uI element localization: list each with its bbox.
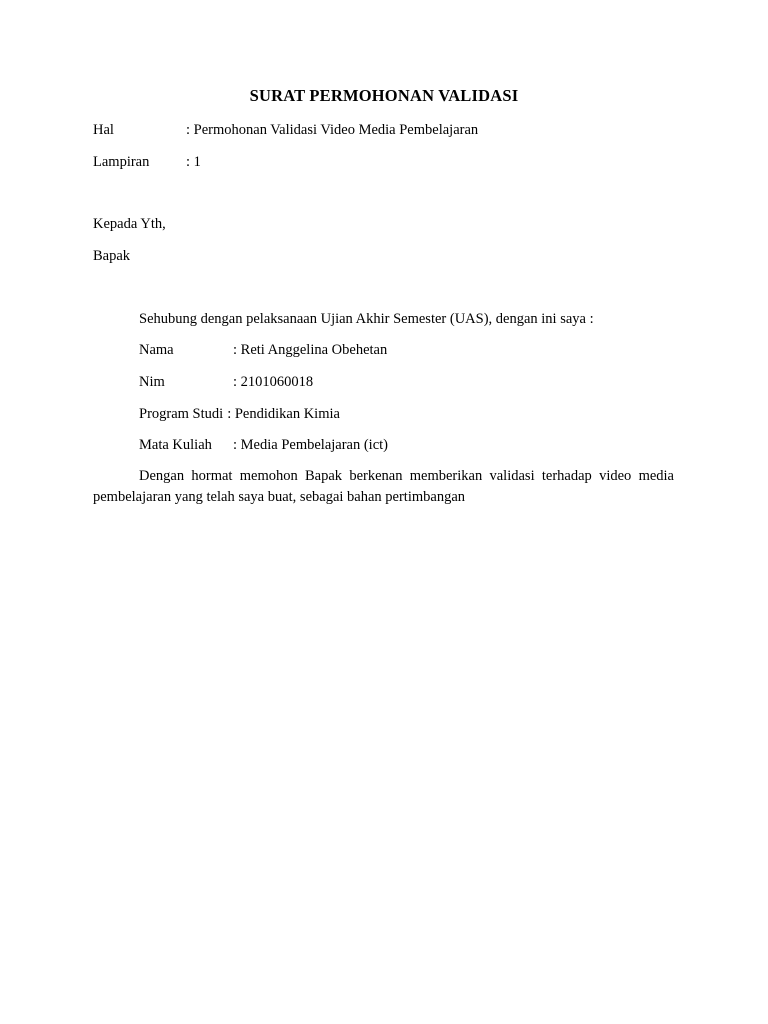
identity-nim-label: Nim xyxy=(139,374,165,390)
identity-prodi xyxy=(139,406,340,423)
field-hal xyxy=(93,122,478,139)
identity-nama-value: : Reti Anggelina Obehetan xyxy=(233,342,388,358)
identity-nim xyxy=(139,374,313,391)
field-hal-label: Hal xyxy=(93,122,114,138)
recipient-greeting: Kepada Yth, xyxy=(93,216,166,232)
closing-paragraph: Dengan hormat memohon Bapak berkenan memberikan validasi terhadap video media pembelajaran yang telah saya buat, sebagai bahan pertimbangan xyxy=(93,468,674,505)
field-lampiran xyxy=(93,154,201,171)
identity-nama-label: Nama xyxy=(139,342,174,358)
identity-nim-value: : 2101060018 xyxy=(233,374,314,390)
identity-nama xyxy=(139,342,387,359)
identity-prodi-label: Program Studi xyxy=(139,406,224,422)
identity-matakuliah xyxy=(139,437,388,454)
field-lampiran-value: : 1 xyxy=(186,154,201,170)
identity-matakuliah-value: : Media Pembelajaran (ict) xyxy=(233,437,389,453)
identity-matakuliah-label: Mata Kuliah xyxy=(139,437,212,453)
field-hal-value: : Permohonan Validasi Video Media Pembelajaran xyxy=(186,122,479,138)
identity-prodi-value: : Pendidikan Kimia xyxy=(227,406,340,422)
intro-text: Sehubung dengan pelaksanaan Ujian Akhir Semester (UAS), dengan ini saya : xyxy=(139,311,594,327)
letter-title: SURAT PERMOHONAN VALIDASI xyxy=(249,86,519,105)
recipient-name: Bapak xyxy=(93,248,131,264)
field-lampiran-label: Lampiran xyxy=(93,154,150,170)
